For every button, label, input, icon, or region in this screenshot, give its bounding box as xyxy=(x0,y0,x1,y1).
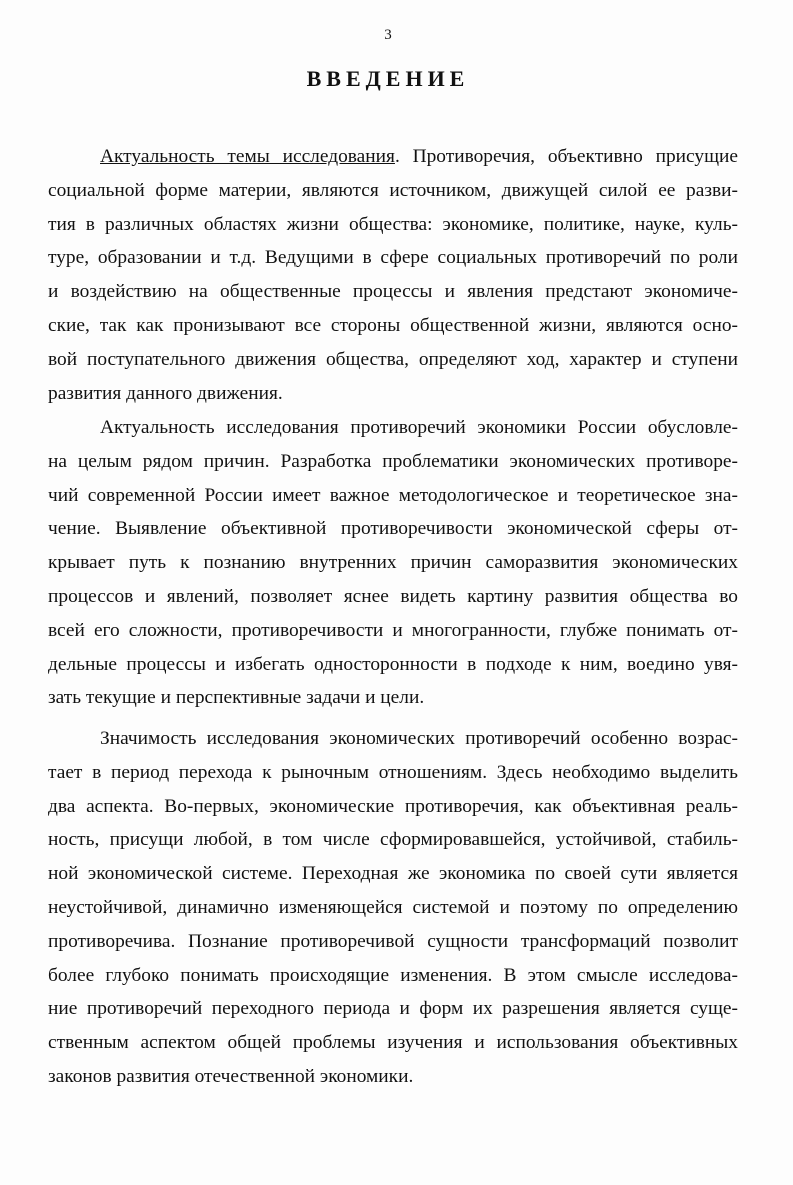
paragraph-1 xyxy=(48,140,738,410)
paragraph-line: тия в различных областях жизни общества: экономике, политике, науке, куль- xyxy=(48,213,738,235)
paragraph-line: на целым рядом причин. Разработка проблематики экономических противоре- xyxy=(48,450,738,472)
paragraph-line: социальной форме материи, являются источником, движущей силой ее разви- xyxy=(48,179,738,201)
paragraph-line: более глубоко понимать происходящие изменения. В этом смысле исследова- xyxy=(48,964,738,986)
paragraph-lead-rest: . Противоречия, объективно присущие xyxy=(394,146,738,167)
paragraph-line xyxy=(48,140,738,174)
topic-relevance-heading: Актуальность темы исследования xyxy=(100,146,395,167)
paragraph-line: процессов и явлений, позволяет яснее видеть картину развития общества во xyxy=(48,585,738,607)
page-number: 3 xyxy=(384,27,392,43)
paragraph-line: ние противоречий переходного периода и форм их разрешения является суще- xyxy=(48,998,738,1020)
paragraph-line: развития данного движения. xyxy=(48,382,283,404)
paragraph-line: ность, присущи любой, в том числе сформировавшейся, устойчивой, стабиль- xyxy=(48,829,738,851)
paragraph-line: противоречива. Познание противоречивой сущности трансформаций позволит xyxy=(48,930,738,952)
paragraph-line: и воздействию на общественные процессы и явления предстают экономиче- xyxy=(48,281,738,303)
paragraph-line: всей его сложности, противоречивости и многогранности, глубже понимать от- xyxy=(48,619,738,641)
paragraph-line: ственным аспектом общей проблемы изучения и использования объективных xyxy=(48,1032,738,1054)
paragraph-3 xyxy=(48,722,738,1094)
paragraph-line: чий современной России имеет важное методологическое и теоретическое зна- xyxy=(48,484,738,506)
paragraph-line: Актуальность исследования противоречий экономики России обусловле- xyxy=(100,417,738,438)
paragraph-line: законов развития отечественной экономики. xyxy=(48,1065,414,1087)
paragraph-2 xyxy=(48,411,738,715)
paragraph-line: тает в период перехода к рыночным отношениям. Здесь необходимо выделить xyxy=(48,761,738,783)
paragraph-line: неустойчивой, динамично изменяющейся системой и поэтому по определению xyxy=(48,896,738,918)
paragraph-line: чение. Выявление объективной противоречивости экономической сферы от- xyxy=(48,518,738,540)
paragraph-line: туре, образовании и т.д. Ведущими в сфере социальных противоречий по роли xyxy=(48,247,738,269)
page-title: ВВЕДЕНИЕ xyxy=(306,66,470,91)
paragraph-line: два аспекта. Во-первых, экономические противоречия, как объективная реаль- xyxy=(48,795,738,817)
paragraph-line: вой поступательного движения общества, определяют ход, характер и ступени xyxy=(48,348,738,370)
paragraph-line: ские, так как пронизывают все стороны общественной жизни, являются осно- xyxy=(48,314,738,336)
paragraph-line: Значимость исследования экономических противоречий особенно возрас- xyxy=(100,728,738,749)
paragraph-line: дельные процессы и избегать односторонности в подходе к ним, воедино увя- xyxy=(48,653,738,675)
paragraph-line: зать текущие и перспективные задачи и цели. xyxy=(48,687,425,709)
paragraph-line: ной экономической системе. Переходная же экономика по своей сути является xyxy=(48,863,738,885)
paragraph-line: крывает путь к познанию внутренних причин саморазвития экономических xyxy=(48,552,738,574)
